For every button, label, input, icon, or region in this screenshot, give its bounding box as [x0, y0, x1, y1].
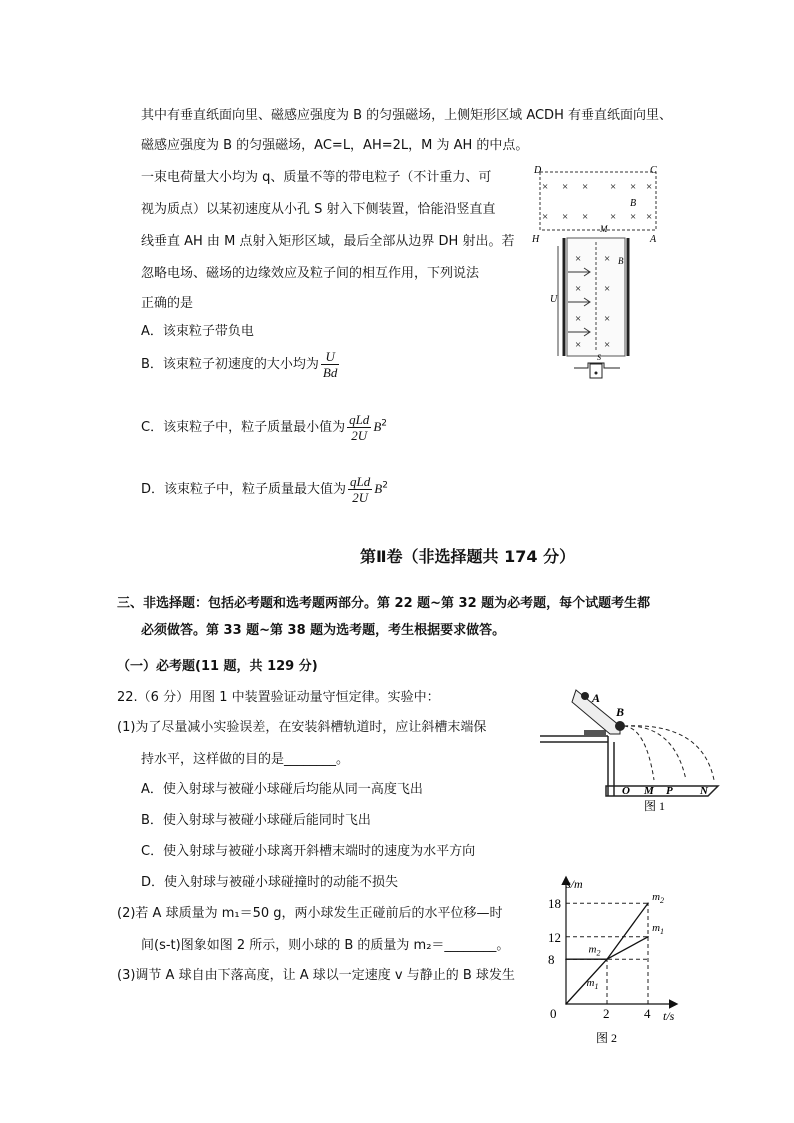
label-ball-a: A	[592, 691, 601, 705]
label-n: N	[700, 785, 708, 797]
q21-line-4: 视为质点）以某初速度从小孔 S 射入下侧装置，恰能沿竖直直	[141, 202, 496, 217]
svg-text:×: ×	[646, 181, 653, 193]
svg-text:×: ×	[610, 211, 617, 223]
section-2-title: 第Ⅱ卷（非选择题共 174 分）	[360, 547, 576, 566]
q22-stem: 22.（6 分）用图 1 中装置验证动量守恒定律。实验中：	[117, 690, 440, 705]
x-tick-label-0: 0	[550, 1006, 557, 1021]
label-m2-before: $m_2$	[588, 943, 601, 958]
label-c: C	[650, 165, 657, 176]
q22-sub1-line-2: 持水平，这样做的目的是________。	[141, 752, 350, 767]
q21-option-d-fraction	[348, 474, 372, 505]
series-m2-point	[647, 902, 649, 904]
fraction-denominator: 2U	[351, 428, 368, 443]
squared: 2	[382, 480, 388, 491]
label-m: M	[600, 224, 608, 234]
x-axis-label: t/s	[663, 1009, 675, 1023]
chart-guide-lines	[566, 903, 648, 1004]
label-s: S	[597, 353, 601, 362]
fraction-numerator: U	[321, 349, 339, 365]
y-axis-label: s/m	[566, 877, 583, 891]
svg-text:×: ×	[604, 313, 611, 325]
part-3-line-1: 三、非选择题：包括必考题和选考题两部分。第 22 题~第 32 题为必考题，每个试题考生都	[117, 596, 651, 611]
fraction-denominator: Bd	[322, 365, 338, 380]
b-symbol: B	[374, 481, 383, 496]
q22-figure-1	[536, 684, 722, 814]
q22-option-d: D．使入射球与被碰小球碰撞时的动能不损失	[141, 875, 399, 890]
svg-text:×: ×	[542, 181, 549, 193]
q21-line-2: 磁感应强度为 B 的匀强磁场，AC=L，AH=2L，M 为 AH 的中点。	[141, 138, 529, 153]
y-tick-label-12: 12	[548, 929, 561, 945]
svg-text:×: ×	[575, 253, 582, 265]
label-d: D	[534, 165, 542, 176]
svg-text:×: ×	[610, 181, 617, 193]
label-m2-after: $m_2$	[652, 890, 665, 905]
label-h: H	[532, 234, 540, 245]
fraction-numerator: qLd	[350, 474, 371, 489]
label-m1-before: $m_1$	[586, 977, 599, 992]
q21-line-3: 一束电荷量大小均为 q、质量不等的带电粒子（不计重力、可	[141, 170, 492, 185]
x-tick-label-2: 2	[603, 1006, 610, 1021]
series-m1-point	[647, 936, 649, 938]
svg-text:×: ×	[582, 211, 589, 223]
label-p: P	[666, 785, 673, 797]
svg-text:×: ×	[604, 339, 611, 351]
q21-option-b-text: B．该束粒子初速度的大小均为	[141, 357, 319, 372]
svg-text:×: ×	[630, 211, 637, 223]
q21-option-a: A．该束粒子带负电	[141, 324, 254, 339]
q22-sub1-line-1: (1)为了尽量减小实验误差，在安装斜槽轨道时，应让斜槽末端保	[117, 720, 487, 735]
label-o: O	[622, 785, 630, 797]
q22-sub2-line-1: (2)若 A 球质量为 m₁＝50 g，两小球发生正碰前后的水平位移—时	[117, 906, 503, 921]
label-m: M	[644, 785, 654, 797]
q22-option-b: B．使入射球与被碰小球碰后能同时飞出	[141, 813, 371, 828]
figure-1-caption: 图 1	[644, 799, 666, 813]
svg-text:×: ×	[646, 211, 653, 223]
label-a: A	[650, 234, 657, 245]
svg-text:×: ×	[604, 253, 611, 265]
q22-sub3-line-1: (3)调节 A 球自由下落高度，让 A 球以一定速度 v 与静止的 B 球发生	[117, 968, 515, 983]
q21-option-b-fraction	[321, 349, 339, 380]
q22-sub2-line-2: 间(s-t)图象如图 2 所示，则小球的 B 的质量为 m₂＝________。	[141, 938, 510, 953]
q22-option-c: C．使入射球与被碰小球离开斜槽末端时的速度为水平方向	[141, 844, 476, 859]
b-symbol: B	[373, 419, 382, 434]
q21-option-c-text: C．该束粒子中，粒子质量最小值为	[141, 420, 346, 435]
svg-text:×: ×	[542, 211, 549, 223]
q21-option-d	[141, 474, 388, 505]
upper-field-region	[540, 172, 656, 230]
svg-text:×: ×	[604, 283, 611, 295]
svg-text:×: ×	[575, 283, 582, 295]
label-ball-b: B	[616, 705, 625, 719]
q21-option-c-fraction	[347, 412, 371, 443]
svg-text:×: ×	[575, 313, 582, 325]
q21-line-1: 其中有垂直纸面向里、磁感应强度为 B 的匀强磁场，上侧矩形区域 ACDH 有垂直纸面向里、	[141, 108, 672, 123]
fraction-denominator: 2U	[352, 490, 369, 505]
q22-option-a: A．使入射球与被碰小球碰后均能从同一高度飞出	[141, 782, 423, 797]
q22-figure-2-chart	[536, 872, 696, 1048]
label-b-upper: B	[630, 198, 637, 209]
label-u: U	[550, 294, 558, 305]
q21-option-b	[141, 349, 341, 380]
label-m1-after: $m_1$	[652, 922, 665, 937]
q21-option-d-text: D．该束粒子中，粒子质量最大值为	[141, 482, 347, 497]
required-questions-heading: （一）必考题(11 题，共 129 分)	[117, 659, 318, 674]
q21-apparatus-figure	[528, 160, 668, 382]
y-tick-label-18: 18	[548, 896, 561, 912]
x-tick-label-4: 4	[644, 1006, 651, 1021]
series-m2-point	[565, 958, 567, 960]
series-m2-line	[566, 903, 648, 959]
part-3-line-2: 必须做答。第 33 题~第 38 题为选考题，考生根据要求做答。	[141, 623, 506, 638]
svg-text:×: ×	[562, 211, 569, 223]
ball-a	[581, 692, 589, 700]
figure-2-caption: 图 2	[596, 1031, 618, 1045]
series-m1-point	[565, 1003, 567, 1005]
squared: 2	[381, 418, 387, 429]
svg-text:×: ×	[562, 181, 569, 193]
svg-text:×: ×	[575, 339, 582, 351]
ball-b	[615, 721, 625, 731]
q21-line-7: 正确的是	[141, 296, 194, 311]
y-tick-label-8: 8	[548, 952, 555, 968]
q21-line-5: 线垂直 AH 由 M 点射入矩形区域，最后全部从边界 DH 射出。若	[141, 234, 515, 249]
q21-line-6: 忽略电场、磁场的边缘效应及粒子间的相互作用，下列说法	[141, 266, 480, 281]
q21-option-c	[141, 412, 387, 443]
label-b-lower: B	[618, 256, 624, 266]
svg-text:×: ×	[630, 181, 637, 193]
fraction-numerator: qLd	[349, 412, 370, 427]
svg-text:×: ×	[582, 181, 589, 193]
series-m2-point	[606, 958, 608, 960]
